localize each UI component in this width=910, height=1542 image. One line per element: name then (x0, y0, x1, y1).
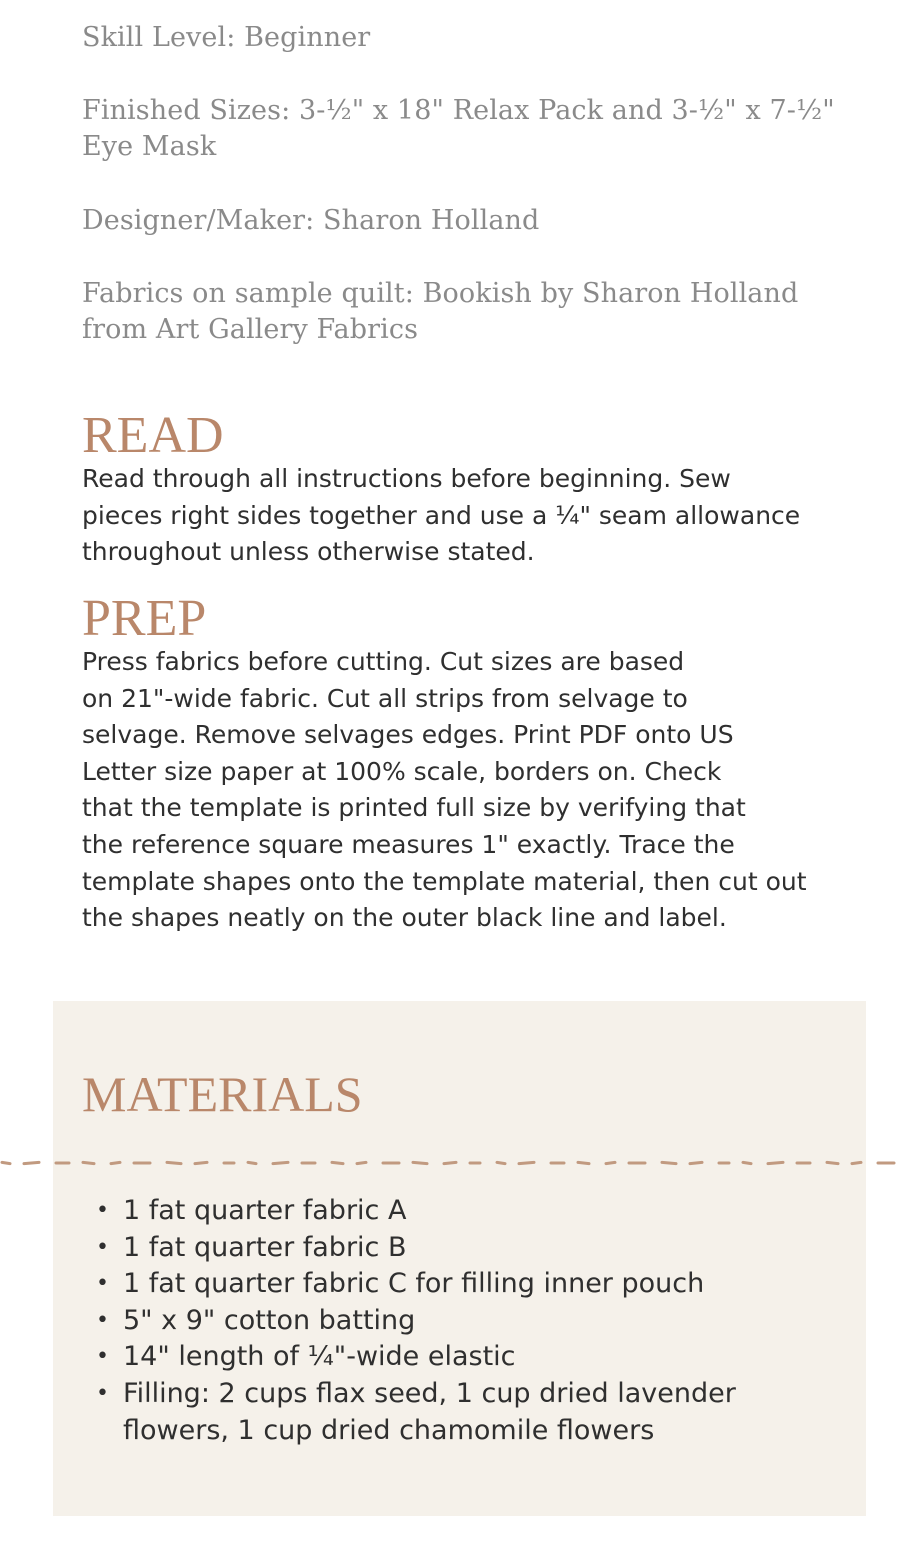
materials-heading: MATERIALS (82, 1066, 363, 1122)
stitch-dash (497, 1162, 505, 1163)
fabrics-line: from Art Gallery Fabrics (82, 314, 419, 345)
stitch-dash (83, 1162, 94, 1163)
prep-line: template shapes onto the template material, then cut out (82, 866, 807, 896)
read-line: throughout unless otherwise stated. (82, 537, 535, 567)
stitch-dash (24, 1162, 39, 1163)
prep-line: Press fabrics before cutting. Cut sizes are based (82, 647, 685, 676)
fabrics-line: Fabrics on sample quilt: Bookish by Sharon Holland (82, 278, 799, 309)
stitch-dash (827, 1162, 838, 1163)
stitch-dash (690, 1162, 702, 1163)
finished-sizes (82, 93, 882, 165)
stitch-dash (519, 1162, 534, 1163)
bullet-icon: • (96, 1307, 109, 1333)
stitch-dash (332, 1162, 343, 1163)
bullet-icon: • (96, 1234, 109, 1260)
list-item-text: 1 fat quarter fabric C for filling inner pouch (123, 1268, 705, 1300)
stitch-dash (606, 1162, 615, 1163)
list-item (96, 1230, 856, 1267)
stitch-dash (578, 1162, 589, 1163)
prep-line: Letter size paper at 100% scale, borders on. Check (82, 756, 722, 786)
prep-line: on 21"-wide fabric. Cut all strips from selvage to (82, 683, 688, 713)
prep-line: that the template is printed full size by verifying that (82, 793, 746, 823)
fabrics-info (82, 276, 882, 348)
list-item-text: 1 fat quarter fabric B (123, 1231, 407, 1263)
list-item (96, 1266, 856, 1303)
prep-line: the reference square measures 1" exactly. Trace the (82, 829, 735, 859)
list-item-text: flowers, 1 cup dried chamomile flowers (123, 1414, 655, 1446)
stitch-dash (662, 1162, 676, 1163)
read-line: Read through all instructions before beginning. Sew (82, 464, 731, 493)
bullet-icon: • (96, 1271, 109, 1297)
list-item-text: Filling: 2 cups flax seed, 1 cup dried lavender (123, 1377, 736, 1409)
read-heading: READ (82, 407, 224, 464)
stitch-dash (167, 1162, 181, 1163)
stitch-dash (2, 1162, 10, 1163)
list-item-text: 14" length of ¼"-wide elastic (123, 1341, 516, 1373)
read-body (82, 461, 882, 571)
prep-body (82, 644, 882, 937)
list-item (96, 1376, 856, 1449)
list-item (96, 1339, 856, 1376)
bullet-icon: • (96, 1344, 109, 1370)
finished-sizes-line: Finished Sizes: 3-½" x 18" Relax Pack and 3-½" x 7-½" (82, 95, 835, 126)
finished-sizes-line: Eye Mask (82, 131, 217, 162)
stitch-dash (743, 1162, 751, 1163)
stitch-dash (444, 1162, 456, 1163)
list-item-text: 5" x 9" cotton batting (123, 1304, 416, 1336)
skill-level: Skill Level: Beginner (82, 22, 371, 53)
designer: Designer/Maker: Sharon Holland (82, 205, 540, 236)
stitch-dash (852, 1162, 861, 1163)
bullet-icon: • (96, 1198, 109, 1223)
list-item (96, 1193, 856, 1230)
materials-list (96, 1193, 856, 1449)
prep-line: the shapes neatly on the outer black line and label. (82, 903, 727, 933)
bullet-icon: • (96, 1380, 109, 1406)
stitch-dash (195, 1162, 207, 1163)
stitch-dash (273, 1162, 288, 1163)
stitch-dash (248, 1162, 256, 1163)
stitch-dash (413, 1162, 427, 1163)
list-item (96, 1303, 856, 1340)
stitch-dash (111, 1162, 120, 1163)
stitched-divider (0, 1156, 910, 1170)
read-line: pieces right sides together and use a ¼" seam allowance (82, 500, 801, 530)
prep-line: selvage. Remove selvages edges. Print PDF onto US (82, 720, 734, 750)
stitch-dash (357, 1162, 366, 1163)
list-item-text: 1 fat quarter fabric A (123, 1195, 407, 1226)
stitch-dash (768, 1162, 783, 1163)
prep-heading: PREP (82, 590, 207, 647)
